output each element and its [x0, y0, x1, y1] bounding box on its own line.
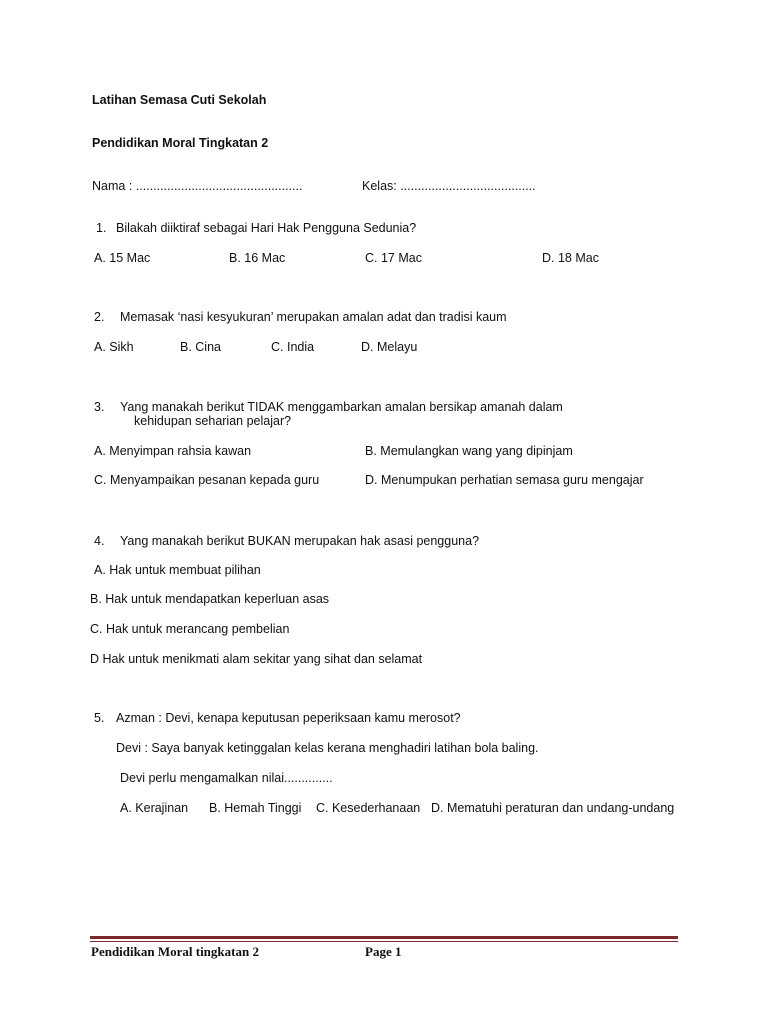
- question-4-text: Yang manakah berikut BUKAN merupakan hak asasi pengguna?: [120, 534, 480, 548]
- question-2-number: 2.: [94, 310, 105, 324]
- question-4-number: 4.: [94, 534, 105, 548]
- question-5-option-c: C. Kesederhanaan: [316, 801, 421, 815]
- question-2-option-c: C. India: [271, 340, 315, 354]
- question-3-number: 3.: [94, 400, 105, 414]
- question-3-option-c: C. Menyampaikan pesanan kepada guru: [94, 473, 320, 487]
- question-1-option-d: D. 18 Mac: [542, 251, 599, 265]
- question-1-text: Bilakah diiktiraf sebagai Hari Hak Pengguna Sedunia?: [116, 221, 417, 235]
- question-3-option-d: D. Menumpukan perhatian semasa guru mengajar: [365, 473, 644, 487]
- footer-rule-thin: [90, 941, 678, 942]
- question-5-text: Azman : Devi, kenapa keputusan peperiksaan kamu merosot?: [116, 711, 461, 725]
- question-2-text: Memasak ‘nasi kesyukuran’ merupakan amalan adat dan tradisi kaum: [120, 310, 507, 324]
- question-4-option-c: C. Hak untuk merancang pembelian: [90, 622, 290, 636]
- footer-page-number: Page 1: [365, 944, 402, 959]
- question-3-text: Yang manakah berikut TIDAK menggambarkan amalan bersikap amanah dalam: [120, 400, 563, 414]
- question-1-option-c: C. 17 Mac: [365, 251, 422, 265]
- page-title: Latihan Semasa Cuti Sekolah: [92, 93, 267, 107]
- kelas-field: Kelas: .......................................: [362, 179, 536, 193]
- question-5-option-b: B. Hemah Tinggi: [209, 801, 302, 815]
- question-4-option-a: A. Hak untuk membuat pilihan: [94, 563, 261, 577]
- question-4-option-b: B. Hak untuk mendapatkan keperluan asas: [90, 592, 330, 606]
- question-1-number: 1.: [96, 221, 107, 235]
- question-5-prompt: Devi perlu mengamalkan nilai..............: [120, 771, 333, 785]
- question-5-option-d: D. Mematuhi peraturan dan undang-undang: [431, 801, 675, 815]
- question-5-dialogue: Devi : Saya banyak ketinggalan kelas kerana menghadiri latihan bola baling.: [116, 741, 539, 755]
- question-1-option-b: B. 16 Mac: [229, 251, 286, 265]
- question-4-option-d: D Hak untuk menikmati alam sekitar yang sihat dan selamat: [90, 652, 423, 666]
- question-1-option-a: A. 15 Mac: [94, 251, 151, 265]
- question-3-option-a: A. Menyimpan rahsia kawan: [94, 444, 252, 458]
- question-5-number: 5.: [94, 711, 105, 725]
- nama-field: Nama : ................................................: [92, 179, 303, 193]
- question-5-option-a: A. Kerajinan: [120, 801, 189, 815]
- question-2-option-d: D. Melayu: [361, 340, 418, 354]
- question-2-option-a: A. Sikh: [94, 340, 134, 354]
- footer-rule-thick: [90, 936, 678, 939]
- question-2-option-b: B. Cina: [180, 340, 221, 354]
- footer-course: Pendidikan Moral tingkatan 2: [91, 944, 259, 959]
- question-3-text-cont: kehidupan seharian pelajar?: [134, 414, 292, 428]
- page-subtitle: Pendidikan Moral Tingkatan 2: [92, 136, 269, 150]
- question-3-option-b: B. Memulangkan wang yang dipinjam: [365, 444, 573, 458]
